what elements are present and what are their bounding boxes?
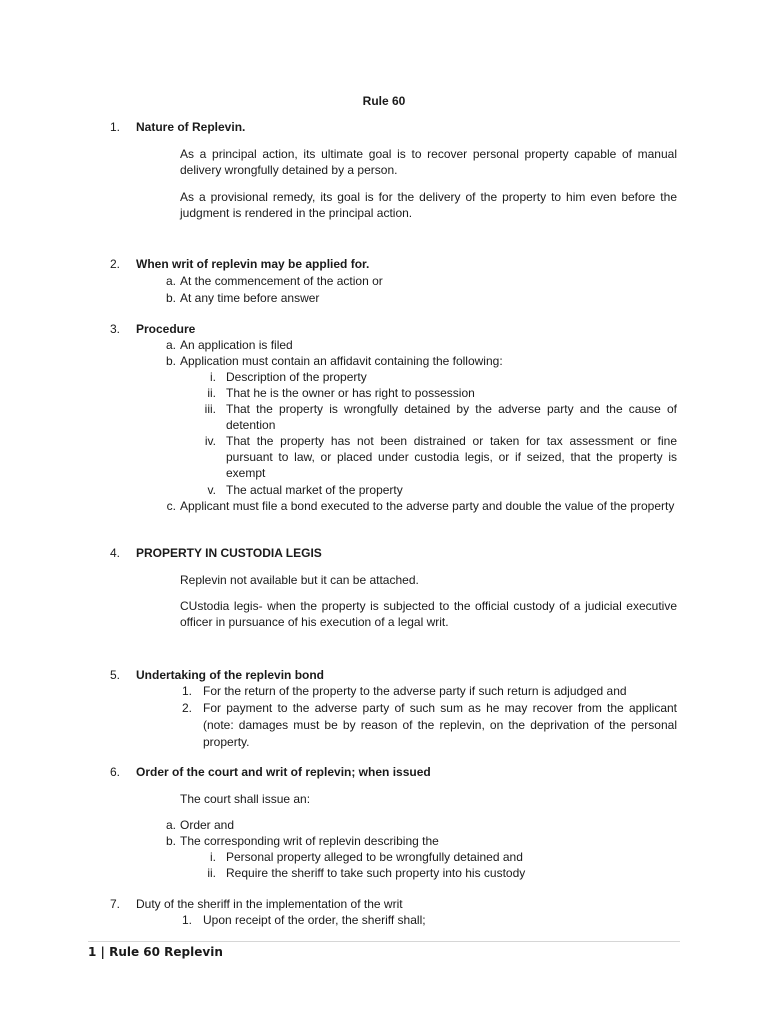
numbered-item-label: 2. [181,701,192,715]
page-title: Rule 60 [362,94,406,108]
list-item: An application is filed [180,338,293,352]
list-item: At any time before answer [180,291,320,305]
roman-item-label: i. [210,370,216,384]
section-3-heading: Procedure [136,322,196,336]
numbered-item-label: 1. [181,913,192,927]
section-1-heading: Nature of Replevin. [136,120,246,134]
list-item-label: a. [165,274,176,288]
list-item: Application must contain an affidavit containing the following: [180,354,503,368]
page-footer: 1 | Rule 60 Replevin [88,945,223,959]
section-4-paragraph-1: Replevin not available but it can be attached. [180,573,419,587]
list-item-label: a. [165,818,176,832]
section-2-number: 2. [110,257,121,271]
roman-item: Require the sheriff to take such property into his custody [226,866,526,880]
section-4-paragraph-2: CUstodia legis- when the property is subjected to the official custody of a judicial executive officer in pursuance of his execution of a legal writ. [180,599,677,629]
roman-item-label: ii. [207,386,216,400]
section-6-heading: Order of the court and writ of replevin; when issued [136,765,431,779]
roman-item-label: i. [210,850,216,864]
section-1-number: 1. [110,120,121,134]
roman-item-label: v. [207,483,216,497]
list-item-label: b. [165,354,176,368]
section-2-heading: When writ of replevin may be applied for. [136,257,370,271]
roman-item: That the property has not been distrained or taken for tax assessment or fine pursuant to law, or placed under custodia legis, or if seized, that the property is exempt [226,434,677,480]
roman-item-label: ii. [207,866,216,880]
list-item: Order and [180,818,235,832]
section-4-number: 4. [110,546,121,560]
section-6-number: 6. [110,765,121,779]
roman-item-label: iv. [204,434,216,448]
list-item-label: c. [166,499,176,513]
section-7-number: 7. [110,897,121,911]
roman-item: The actual market of the property [226,483,403,497]
section-7-heading: Duty of the sheriff in the implementation of the writ [136,897,403,911]
section-1-paragraph-1: As a principal action, its ultimate goal is to recover personal property capable of manual delivery wrongfully detained by a person. [180,147,677,177]
numbered-item: For the return of the property to the adverse party if such return is adjudged and [203,684,627,698]
list-item-label: b. [165,291,176,305]
numbered-item: For payment to the adverse party of such sum as he may recover from the applicant (note: damages must be by reason of the replevin, on the deprivation of the personal property. [203,701,677,749]
roman-item: That he is the owner or has right to possession [226,386,475,400]
section-4-heading: PROPERTY IN CUSTODIA LEGIS [136,546,322,560]
numbered-item: Upon receipt of the order, the sheriff shall; [203,913,426,927]
section-6-paragraph-1: The court shall issue an: [180,792,311,806]
section-5-number: 5. [110,668,121,682]
footer-divider [88,941,680,942]
list-item: Applicant must file a bond executed to the adverse party and double the value of the property [180,499,675,513]
list-item: The corresponding writ of replevin describing the [180,834,439,848]
list-item-label: b. [165,834,176,848]
section-5-heading: Undertaking of the replevin bond [136,668,325,682]
list-item: At the commencement of the action or [180,274,383,288]
numbered-item-label: 1. [181,684,192,698]
roman-item: Description of the property [226,370,367,384]
roman-item: Personal property alleged to be wrongfully detained and [226,850,523,864]
roman-item-label: iii. [204,402,216,416]
roman-item: That the property is wrongfully detained by the adverse party and the cause of detention [226,402,677,432]
section-1-paragraph-2: As a provisional remedy, its goal is for the delivery of the property to him even before the judgment is rendered in the principal action. [180,190,677,220]
section-3-number: 3. [110,322,121,336]
list-item-label: a. [165,338,176,352]
